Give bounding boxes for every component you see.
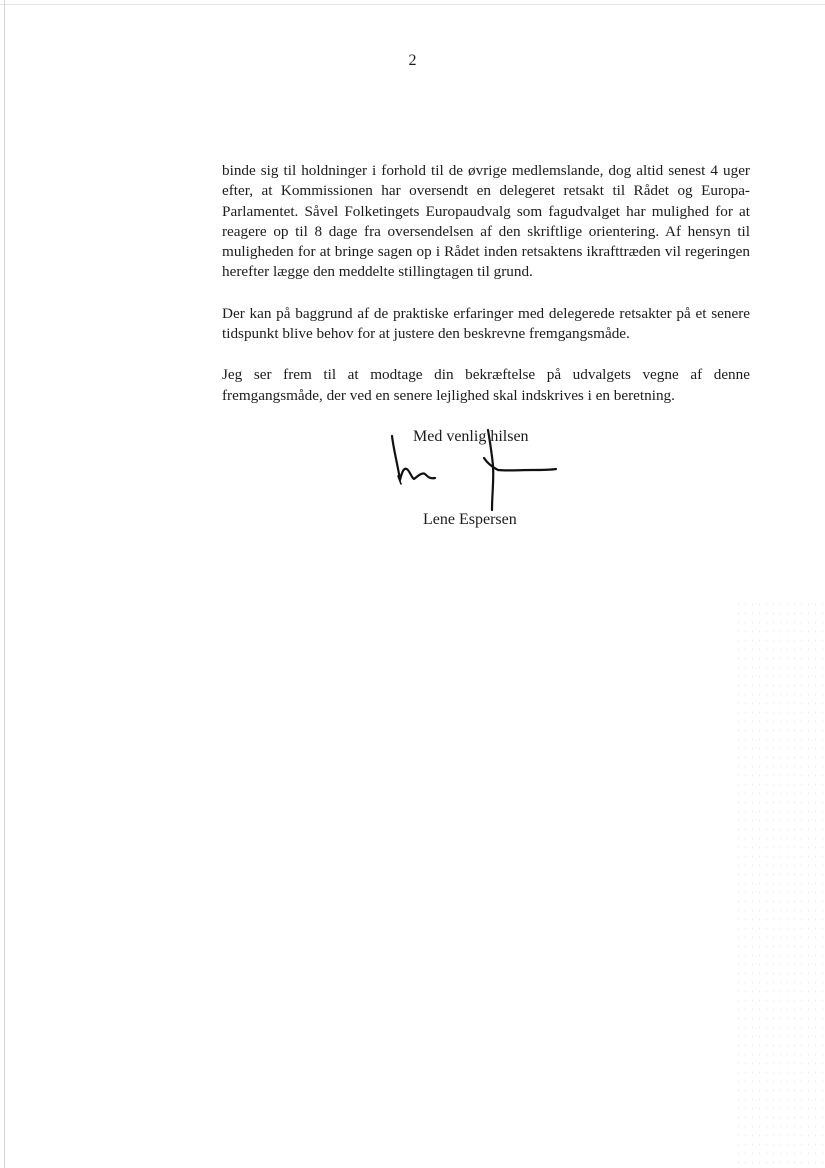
paragraph-3: Jeg ser frem til at modtage din bekræftelse på udvalgets vegne af denne fremgangsmåde, der ved en senere lejlighed skal indskrives i en beretning.	[222, 366, 750, 404]
closing-greeting: Med venlig hilsen	[413, 428, 529, 445]
scan-edge-top	[0, 4, 825, 5]
page-number: 2	[408, 52, 417, 69]
signer-name: Lene Espersen	[423, 511, 517, 528]
scan-edge-left	[4, 0, 5, 1168]
letter-body	[222, 161, 750, 427]
scan-noise	[735, 600, 825, 1168]
paragraph-1: binde sig til holdninger i forhold til de øvrige medlemslande, dog altid senest 4 uger efter, at Kommissionen har oversendt en delegeret retsakt til Rådet og Europa-Parlamentet. Såvel Folketingets Europaudvalg som fagudvalget har mulighed for at reagere op til 8 dage fra oversendelsen af den skriftlige orientering. Af hensyn til muligheden for at bringe sagen op i Rådet inden retsaktens ikrafttræden vil regeringen herefter lægge den meddelte stillingtagen til grund.	[222, 162, 750, 281]
paragraph-2: Der kan på baggrund af de praktiske erfaringer med delegerede retsakter på et senere tidspunkt blive behov for at justere den beskrevne fremgangsmåde.	[222, 304, 750, 343]
